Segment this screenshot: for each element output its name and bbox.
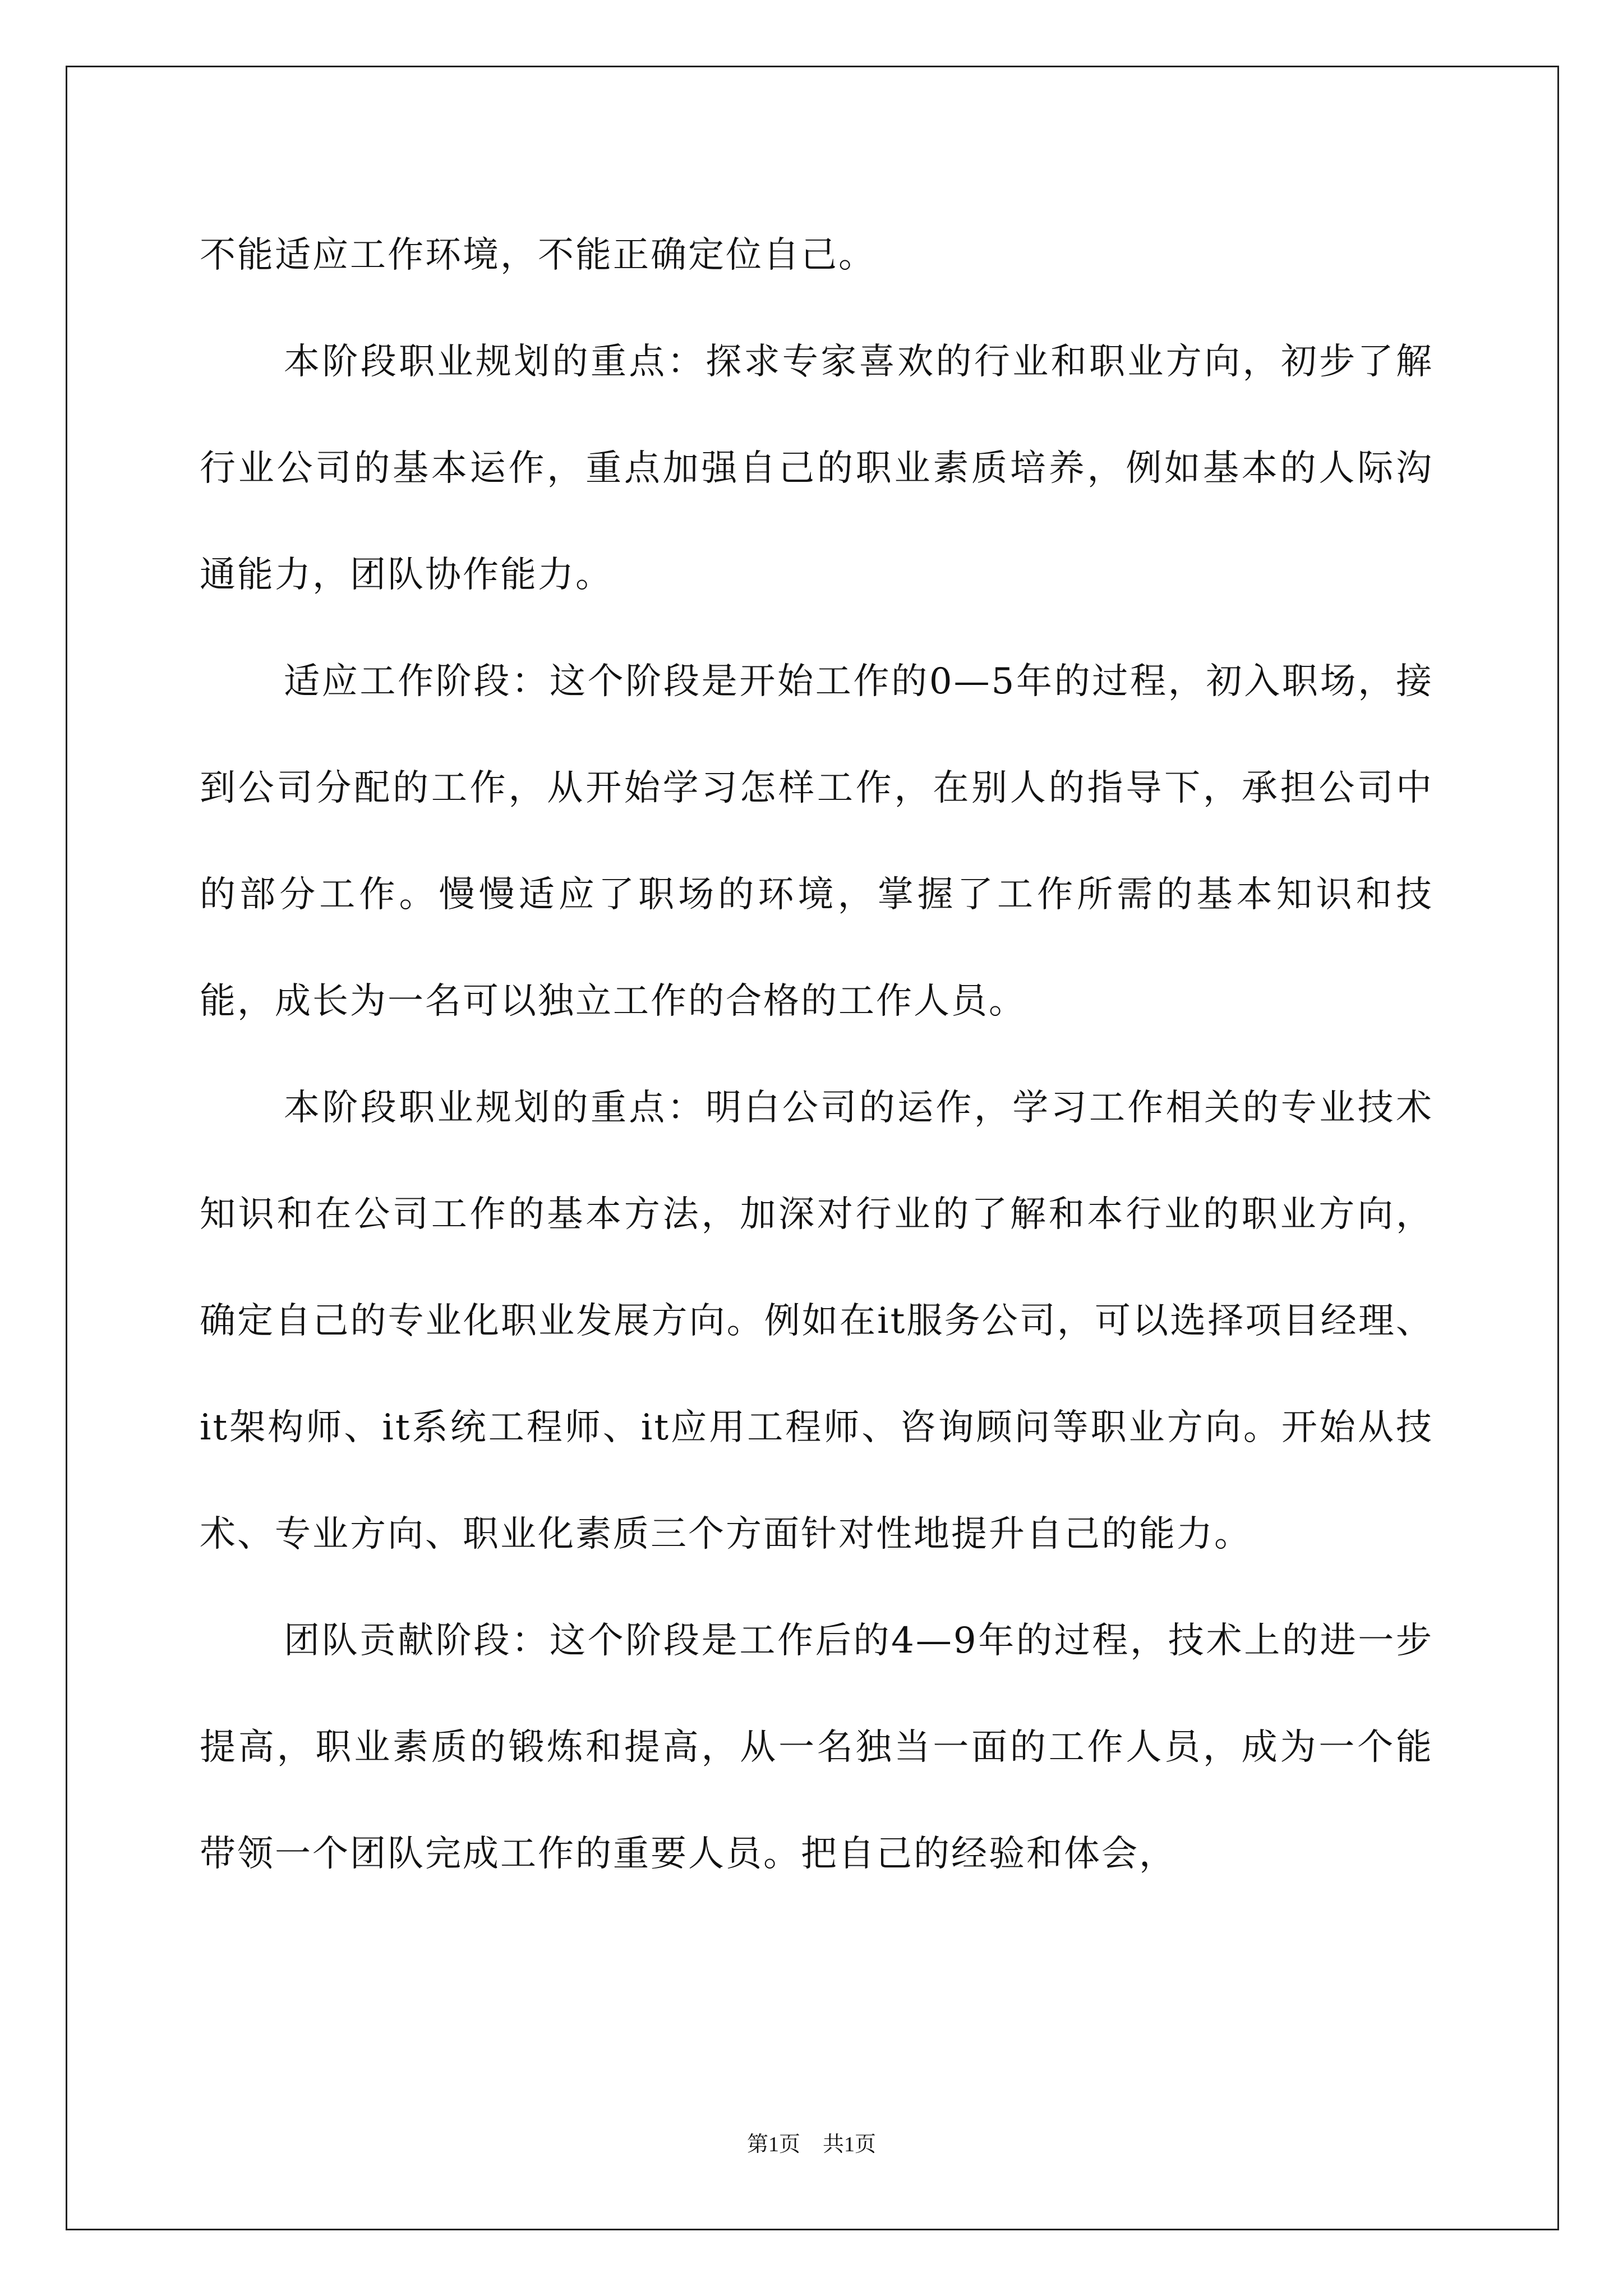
paragraph-1: 不能适应工作环境，不能正确定位自己。	[200, 234, 876, 276]
page-footer	[0, 2131, 1623, 2159]
document-body	[200, 202, 1433, 1907]
page-number: 第1页	[746, 2133, 800, 2156]
paragraph-2: 本阶段职业规划的重点：探求专家喜欢的行业和职业方向，初步了解行业公司的基本运作，重点加强自己的职业素质培养，例如基本的人际沟通能力，团队协作能力。	[200, 341, 1433, 596]
paragraph-3: 适应工作阶段：这个阶段是开始工作的0—5年的过程，初入职场，接到公司分配的工作，从开始学习怎样工作，在别人的指导下，承担公司中的部分工作。慢慢适应了职场的环境，掌握了工作所需的基本知识和技能，成长为一名可以独立工作的合格的工作人员。	[200, 661, 1433, 1022]
paragraph-4: 本阶段职业规划的重点：明白公司的运作，学习工作相关的专业技术知识和在公司工作的基本方法，加深对行业的了解和本行业的职业方向，确定自己的专业化职业发展方向。例如在it服务公司，可以选择项目经理、it架构师、it系统工程师、it应用工程师、咨询顾问等职业方向。开始从技术、专业方向、职业化素质三个方面针对性地提升自己的能力。	[200, 1087, 1433, 1555]
page-total: 共1页	[823, 2133, 877, 2156]
paragraph-5: 团队贡献阶段：这个阶段是工作后的4—9年的过程，技术上的进一步提高，职业素质的锻炼和提高，从一名独当一面的工作人员，成为一个能带领一个团队完成工作的重要人员。把自己的经验和体会，	[200, 1620, 1433, 1875]
